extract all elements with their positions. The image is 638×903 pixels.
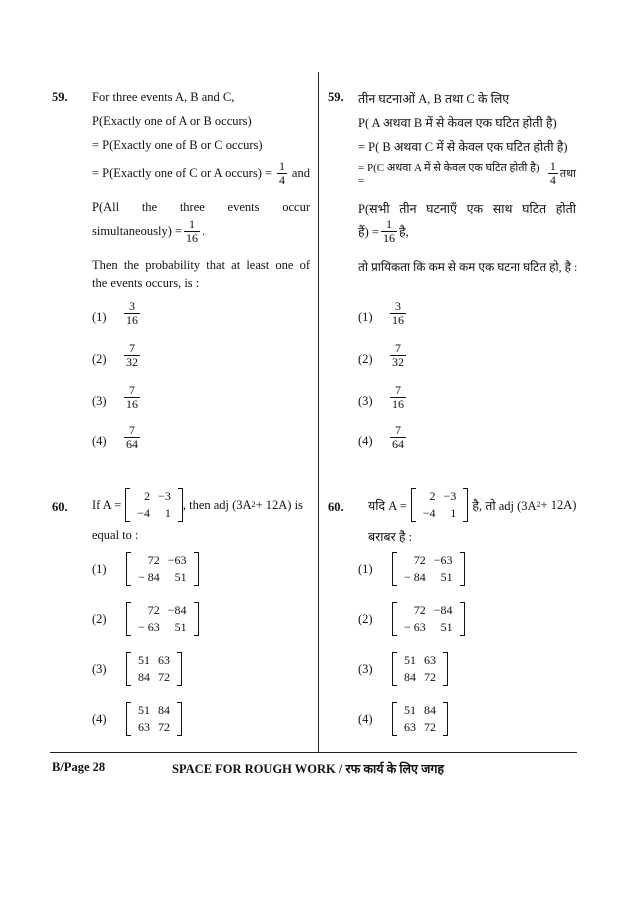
- rough-work-label: SPACE FOR ROUGH WORK / रफ कार्य के लिए जगह: [172, 762, 445, 776]
- question-text: यदि A = 2 −3 −4 1 है, तो adj (3A 2 + 12A): [368, 489, 577, 520]
- question-text: बराबर है :: [368, 530, 413, 544]
- matrix: 51 63 84 72: [126, 652, 182, 686]
- question-text: If A = 2 −3 −4 1 , then adj (3A 2 + 12A) is: [92, 489, 303, 520]
- matrix-a: 2 −3 −4 1: [411, 488, 469, 522]
- option-4[interactable]: (4) 51 84 63 72: [92, 702, 182, 736]
- option-4[interactable]: (4) 51 84 63 72: [358, 702, 448, 736]
- footer-rule: [50, 752, 577, 753]
- question-number: 59.: [328, 90, 344, 104]
- question-text: = P( B अथवा C में से केवल एक घटित होती है): [358, 140, 568, 154]
- option-2[interactable]: (2) 72 −84 − 63 51: [358, 602, 465, 636]
- equation-text: = P(Exactly one of C or A occurs) =: [92, 165, 273, 180]
- question-text: equal to :: [92, 528, 139, 542]
- option-2[interactable]: (2) 72 −84 − 63 51: [92, 602, 199, 636]
- fraction: $\frac{7}{32}$: [392, 341, 404, 369]
- question-text: तो प्रायिकता कि कम से कम एक घटना घटित हो, है :: [358, 260, 578, 274]
- question-text: [92, 160, 310, 186]
- matrix-a: 2 −3 −4 1: [125, 488, 183, 522]
- option-1[interactable]: (1) 72 −63 − 84 51: [92, 552, 199, 586]
- question-text: P( A अथवा B में से केवल एक घटित होती है): [358, 116, 557, 130]
- fraction: $\frac{7}{16}$: [126, 383, 138, 411]
- matrix: 72 −84 − 63 51: [126, 602, 199, 636]
- question-text: तीन घटनाओं A, B तथा C के लिए: [358, 92, 510, 106]
- matrix: 72 −84 − 63 51: [392, 602, 465, 636]
- question-text: [358, 160, 576, 187]
- matrix: 72 −63 − 84 51: [126, 552, 199, 586]
- column-divider: [318, 72, 319, 752]
- question-text: = P(Exactly one of B or C occurs): [92, 138, 263, 152]
- matrix: 51 84 63 72: [392, 702, 448, 736]
- equation-text: and: [291, 165, 310, 180]
- fraction: $\frac{7}{64}$: [126, 423, 138, 451]
- equation-text: = P(C अथवा A में से केवल एक घटित होती है) =: [358, 162, 540, 187]
- question-text: Then the probability that at least one of: [92, 258, 310, 272]
- matrix: 51 63 84 72: [392, 652, 448, 686]
- option-3[interactable]: (3) 51 63 84 72: [92, 652, 182, 686]
- matrix: 51 84 63 72: [126, 702, 182, 736]
- fraction: $\frac{3}{16}$: [392, 299, 404, 327]
- question-text: [358, 218, 409, 244]
- page-number: B/Page 28: [52, 760, 106, 774]
- matrix: 72 −63 − 84 51: [392, 552, 465, 586]
- fraction: $\frac{1}{4}$: [278, 159, 285, 187]
- option-1[interactable]: (1) 72 −63 − 84 51: [358, 552, 465, 586]
- fraction: $\frac{1}{16}$: [186, 217, 199, 245]
- equation-text: simultaneously) =: [92, 223, 183, 238]
- fraction: $\frac{1}{16}$: [382, 217, 395, 245]
- equation-text: हैं) =: [358, 224, 379, 239]
- question-text: the events occurs, is :: [92, 276, 200, 290]
- fraction: $\frac{1}{4}$: [549, 159, 556, 187]
- equation-text: .: [202, 223, 206, 238]
- question-number: 60.: [52, 500, 68, 514]
- question-text: P(All the three events occur: [92, 200, 310, 214]
- question-text: [92, 218, 205, 244]
- question-text: For three events A, B and C,: [92, 90, 235, 104]
- equation-text: तथा: [559, 168, 576, 180]
- question-number: 60.: [328, 500, 344, 514]
- fraction: $\frac{3}{16}$: [126, 299, 138, 327]
- question-number: 59.: [52, 90, 68, 104]
- fraction: $\frac{7}{16}$: [392, 383, 404, 411]
- question-text: P(Exactly one of A or B occurs): [92, 114, 252, 128]
- option-3[interactable]: (3) 51 63 84 72: [358, 652, 448, 686]
- fraction: $\frac{7}{32}$: [126, 341, 138, 369]
- fraction: $\frac{7}{64}$: [392, 423, 404, 451]
- question-text: P(सभी तीन घटनाएँ एक साथ घटित होती: [358, 202, 576, 216]
- equation-text: है,: [398, 224, 409, 239]
